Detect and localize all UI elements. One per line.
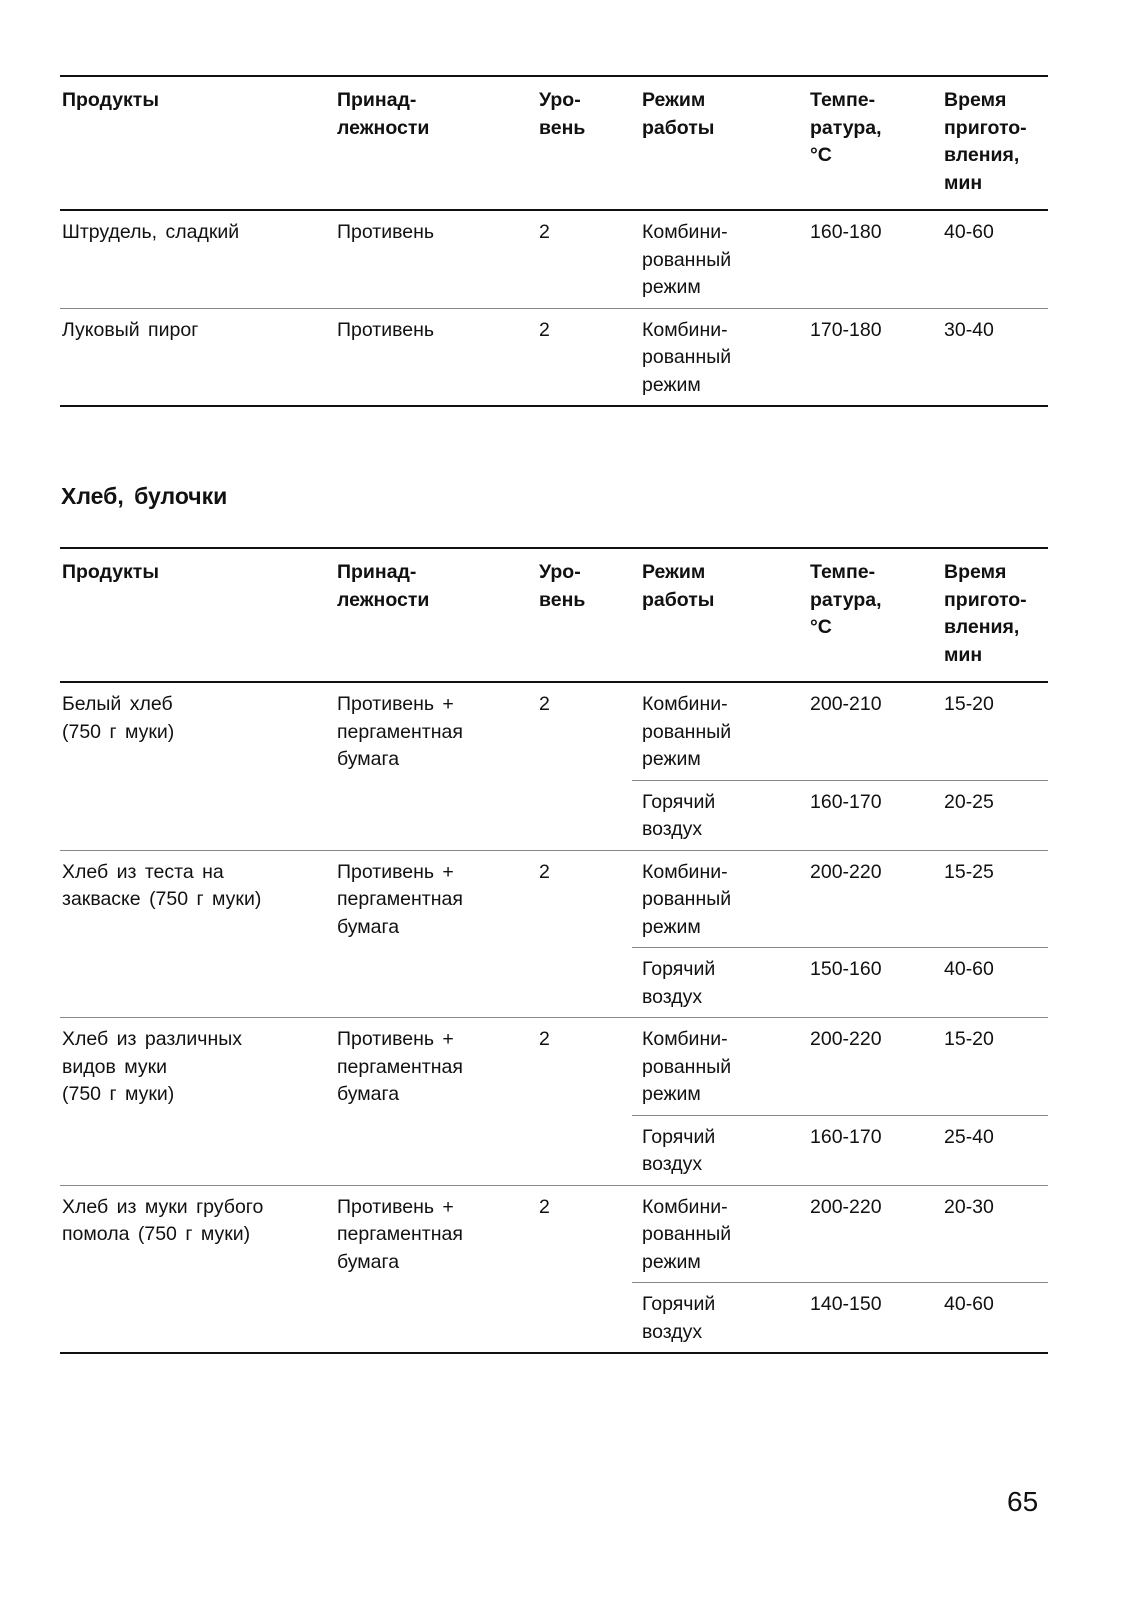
temperature-cell: 200-210 bbox=[810, 693, 882, 715]
table-row bbox=[60, 850, 1048, 948]
temperature-cell: 200-220 bbox=[810, 860, 882, 883]
time-cell: 15-20 bbox=[944, 1028, 994, 1050]
header-time: Время пригото- вления, мин bbox=[944, 89, 1027, 194]
baking-table-bread bbox=[60, 547, 1048, 1354]
header-time: Время пригото- вления, мин bbox=[944, 561, 1027, 666]
header-products: Продукты bbox=[62, 89, 160, 111]
header-level: Уро- вень bbox=[539, 561, 586, 611]
page-number: 65 bbox=[1007, 1486, 1039, 1517]
time-cell: 20-30 bbox=[944, 1195, 994, 1218]
time-cell: 15-20 bbox=[944, 693, 994, 715]
temperature-cell: 200-220 bbox=[810, 1028, 882, 1050]
level-cell: 2 bbox=[539, 1028, 550, 1050]
header-accessories: Принад- лежности bbox=[337, 561, 430, 611]
header-level: Уро- вень bbox=[539, 89, 586, 139]
product-cell: Белый хлеб (750 г муки) bbox=[62, 693, 175, 743]
mode-cell: Комбини- рованный режим bbox=[642, 693, 732, 770]
mode-cell: Комбини- рованный режим bbox=[642, 221, 732, 298]
header-mode: Режим работы bbox=[642, 89, 715, 139]
accessory-cell: Противень + пергаментная бумага bbox=[337, 1028, 463, 1105]
temperature-cell: 140-150 bbox=[808, 1283, 942, 1354]
product-cell: Штрудель, сладкий bbox=[62, 221, 240, 243]
mode-cell: Комбини- рованный режим bbox=[642, 1195, 732, 1273]
accessory-cell: Противень bbox=[337, 221, 435, 243]
time-cell: 15-25 bbox=[944, 860, 994, 883]
mode-cell: Комбини- рованный режим bbox=[642, 1028, 732, 1105]
header-products: Продукты bbox=[62, 561, 160, 583]
header-mode: Режим работы bbox=[642, 561, 715, 611]
section-title: Хлеб, булочки bbox=[61, 483, 228, 509]
product-cell: Луковый пирог bbox=[62, 318, 199, 341]
baking-table-pastry bbox=[60, 75, 1048, 407]
level-cell: 2 bbox=[539, 693, 550, 715]
accessory-cell: Противень bbox=[337, 318, 435, 341]
product-cell: Хлеб из различных видов муки (750 г муки) bbox=[62, 1028, 243, 1105]
time-cell: 20-25 bbox=[942, 780, 1048, 850]
header-accessories: Принад- лежности bbox=[337, 89, 430, 139]
level-cell: 2 bbox=[539, 1195, 550, 1218]
level-cell: 2 bbox=[539, 860, 550, 883]
mode-cell: Горячий воздух bbox=[632, 1115, 808, 1185]
time-cell: 40-60 bbox=[944, 221, 994, 243]
table-row bbox=[60, 1185, 1048, 1283]
mode-cell: Комбини- рованный режим bbox=[642, 860, 732, 938]
mode-cell: Комбини- рованный режим bbox=[642, 318, 732, 396]
temperature-cell: 160-170 bbox=[808, 780, 942, 850]
accessory-cell: Противень + пергаментная бумага bbox=[337, 860, 463, 938]
temperature-cell: 160-180 bbox=[810, 221, 882, 243]
level-cell: 2 bbox=[539, 221, 550, 243]
mode-cell: Горячий воздух bbox=[632, 780, 808, 850]
product-cell: Хлеб из теста на закваске (750 г муки) bbox=[62, 860, 262, 910]
accessory-cell: Противень + пергаментная бумага bbox=[337, 1195, 463, 1273]
time-cell: 40-60 bbox=[942, 1283, 1048, 1354]
table-row bbox=[60, 308, 1048, 406]
time-cell: 40-60 bbox=[942, 948, 1048, 1018]
header-temperature: Темпе- ратура, °C bbox=[810, 89, 882, 166]
accessory-cell: Противень + пергаментная бумага bbox=[337, 693, 463, 770]
temperature-cell: 160-170 bbox=[808, 1115, 942, 1185]
mode-cell: Горячий воздух bbox=[632, 1283, 808, 1354]
level-cell: 2 bbox=[539, 318, 550, 341]
temperature-cell: 150-160 bbox=[808, 948, 942, 1018]
header-temperature: Темпе- ратура, °C bbox=[810, 561, 882, 638]
temperature-cell: 170-180 bbox=[810, 318, 882, 341]
table-row bbox=[60, 1018, 1048, 1116]
mode-cell: Горячий воздух bbox=[632, 948, 808, 1018]
product-cell: Хлеб из муки грубого помола (750 г муки) bbox=[62, 1195, 264, 1245]
table-row bbox=[60, 682, 1048, 780]
time-cell: 30-40 bbox=[944, 318, 994, 341]
time-cell: 25-40 bbox=[942, 1115, 1048, 1185]
table-row bbox=[60, 210, 1048, 308]
temperature-cell: 200-220 bbox=[810, 1195, 882, 1218]
